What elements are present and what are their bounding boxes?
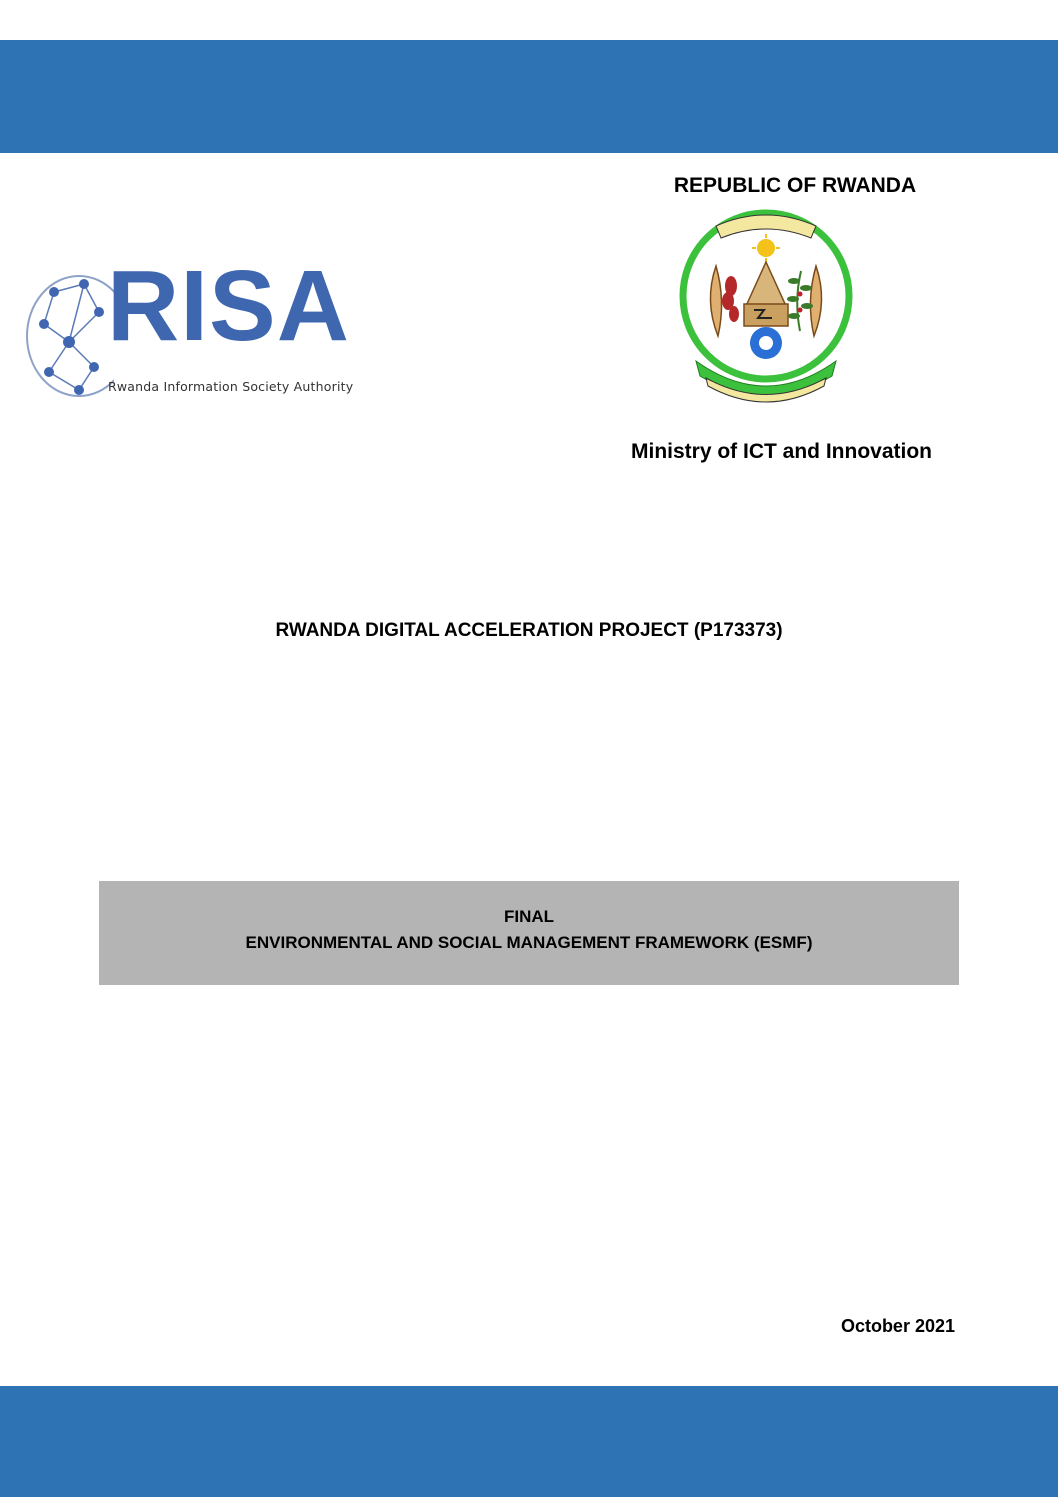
document-status: FINAL (503, 907, 555, 926)
document-title-box (99, 881, 959, 985)
project-title: RWANDA DIGITAL ACCELERATION PROJECT (P173373) (275, 620, 783, 641)
ministry-name: Ministry of ICT and Innovation (631, 440, 932, 463)
country-name: REPUBLIC OF RWANDA (673, 174, 917, 197)
document-date: October 2021 (840, 1316, 955, 1336)
network-globe-icon (24, 272, 114, 400)
logo-wordmark: RISA (107, 250, 350, 362)
risa-logo (24, 250, 354, 407)
bottom-banner (0, 1386, 1058, 1497)
top-banner (0, 40, 1058, 153)
document-title: ENVIRONMENTAL AND SOCIAL MANAGEMENT FRAMEWORK (ESMF) (245, 933, 813, 952)
logo-tagline: Rwanda Information Society Authority (108, 379, 354, 394)
rwanda-coat-of-arms-icon (676, 206, 856, 412)
